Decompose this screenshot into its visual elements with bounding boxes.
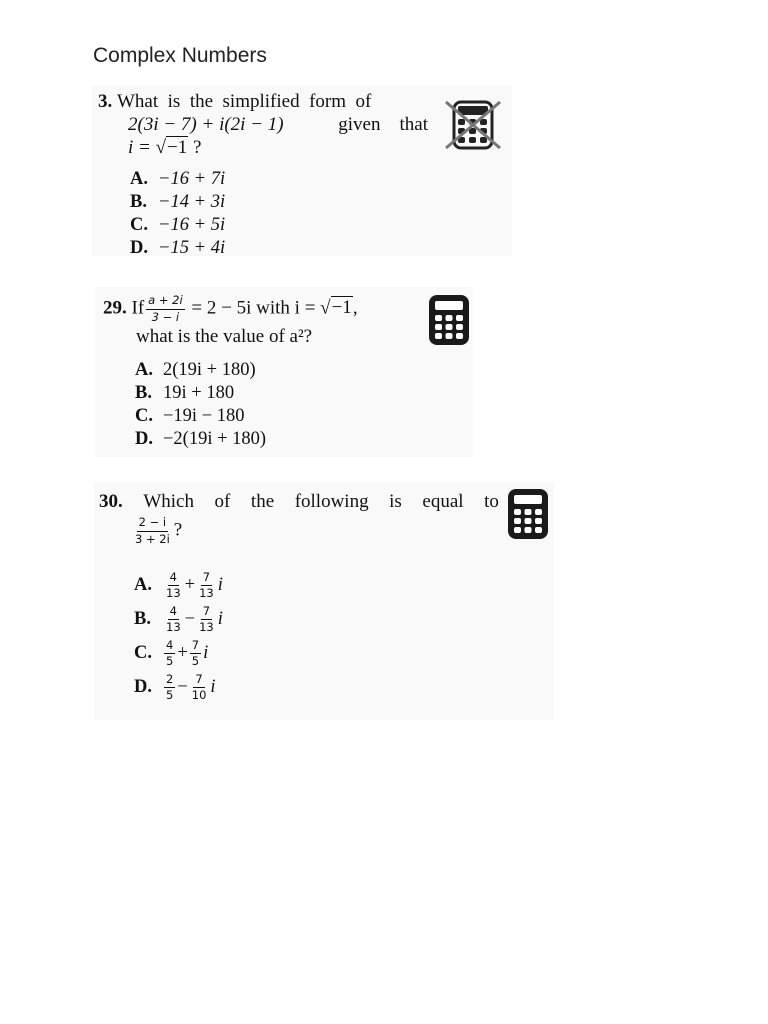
choice-frac: $\frac{4}{13}$ xyxy=(166,569,181,601)
choice-frac: $\frac{7}{13}$ xyxy=(199,603,214,635)
q30-choice-a[interactable]: A. $\frac{4}{13}$ + $\frac{7}{13}$ i xyxy=(134,569,223,601)
q30-choices xyxy=(134,568,223,704)
q29-line2: what is the value of a²? xyxy=(136,326,313,347)
q3-choices xyxy=(130,168,225,260)
choice-frac: $\frac{7}{10}$ xyxy=(191,671,207,703)
q29-equation: = 2 − 5i with i = √ xyxy=(191,297,331,319)
q29-choice-b[interactable]: B. 19i + 180 xyxy=(135,383,235,403)
q30-frac-num: 2 − i xyxy=(137,517,168,532)
q3-condition-radicand: −1 xyxy=(167,137,188,158)
q29-comma: , xyxy=(352,297,358,319)
q29-choice-d[interactable]: D. −2(19i + 180) xyxy=(135,429,267,449)
choice-frac: $\frac{7}{13}$ xyxy=(199,569,214,601)
q30-word: of xyxy=(214,491,231,512)
q3-word-given: given xyxy=(338,114,381,135)
q3-choice-a[interactable]: A. −16 + 7i xyxy=(130,169,226,189)
q29-choices xyxy=(135,359,266,451)
q3-condition-end: ? xyxy=(193,137,202,158)
q30-word: equal xyxy=(422,491,464,512)
choice-frac: $\frac{4}{5}$ xyxy=(166,637,174,669)
q3-word-that: that xyxy=(399,114,428,135)
question-3 xyxy=(92,86,512,256)
calculator-icon xyxy=(506,487,550,541)
q30-qmark: ? xyxy=(173,519,183,541)
q29-radicand: −1 xyxy=(331,297,352,319)
q29-fraction xyxy=(146,295,185,323)
choice-frac: $\frac{4}{13}$ xyxy=(166,603,181,635)
choice-frac: $\frac{7}{5}$ xyxy=(191,637,200,669)
q30-word: to xyxy=(484,491,499,512)
no-calculator-icon xyxy=(442,96,504,154)
page-title: Complex Numbers xyxy=(93,44,267,67)
q3-number: 3. xyxy=(98,91,113,112)
q30-number: 30. xyxy=(99,491,123,512)
question-29 xyxy=(95,287,473,457)
question-30 xyxy=(94,482,554,720)
q3-line1-a: What is the simplified form of xyxy=(117,91,372,112)
q3-choice-c[interactable]: C. −16 + 5i xyxy=(130,215,226,235)
q29-frac-num: a + 2i xyxy=(146,295,185,310)
q3-stem xyxy=(98,90,428,159)
q29-number: 29. xyxy=(103,297,127,319)
q29-if: If xyxy=(131,297,145,319)
q29-stem xyxy=(103,295,358,348)
q30-stem xyxy=(99,490,499,545)
q3-condition-lhs: i = √ xyxy=(128,137,167,158)
q29-choice-a[interactable]: A. 2(19i + 180) xyxy=(135,360,256,380)
q29-frac-den: 3 − i xyxy=(151,309,180,324)
q30-fraction xyxy=(133,517,172,545)
q30-word: following xyxy=(294,491,369,512)
calculator-icon xyxy=(427,293,471,347)
q3-choice-d[interactable]: D. −15 + 4i xyxy=(130,238,226,258)
q30-word: is xyxy=(389,491,402,512)
q30-choice-c[interactable]: C. $\frac{4}{5}$ + $\frac{7}{5}$ i xyxy=(134,637,209,669)
q3-expression: 2(3i − 7) + i(2i − 1) xyxy=(128,114,284,135)
q30-word: Which xyxy=(143,491,194,512)
choice-frac: $\frac{2}{5}$ xyxy=(166,671,174,703)
q29-choice-c[interactable]: C. −19i − 180 xyxy=(135,406,245,426)
q30-frac-den: 3 + 2i xyxy=(135,531,170,546)
q30-choice-b[interactable]: B. $\frac{4}{13}$ − $\frac{7}{13}$ i xyxy=(134,603,223,635)
q3-choice-b[interactable]: B. −14 + 3i xyxy=(130,192,226,212)
q30-word: the xyxy=(250,491,275,512)
q30-choice-d[interactable]: D. $\frac{2}{5}$ − $\frac{7}{10}$ i xyxy=(134,671,216,703)
